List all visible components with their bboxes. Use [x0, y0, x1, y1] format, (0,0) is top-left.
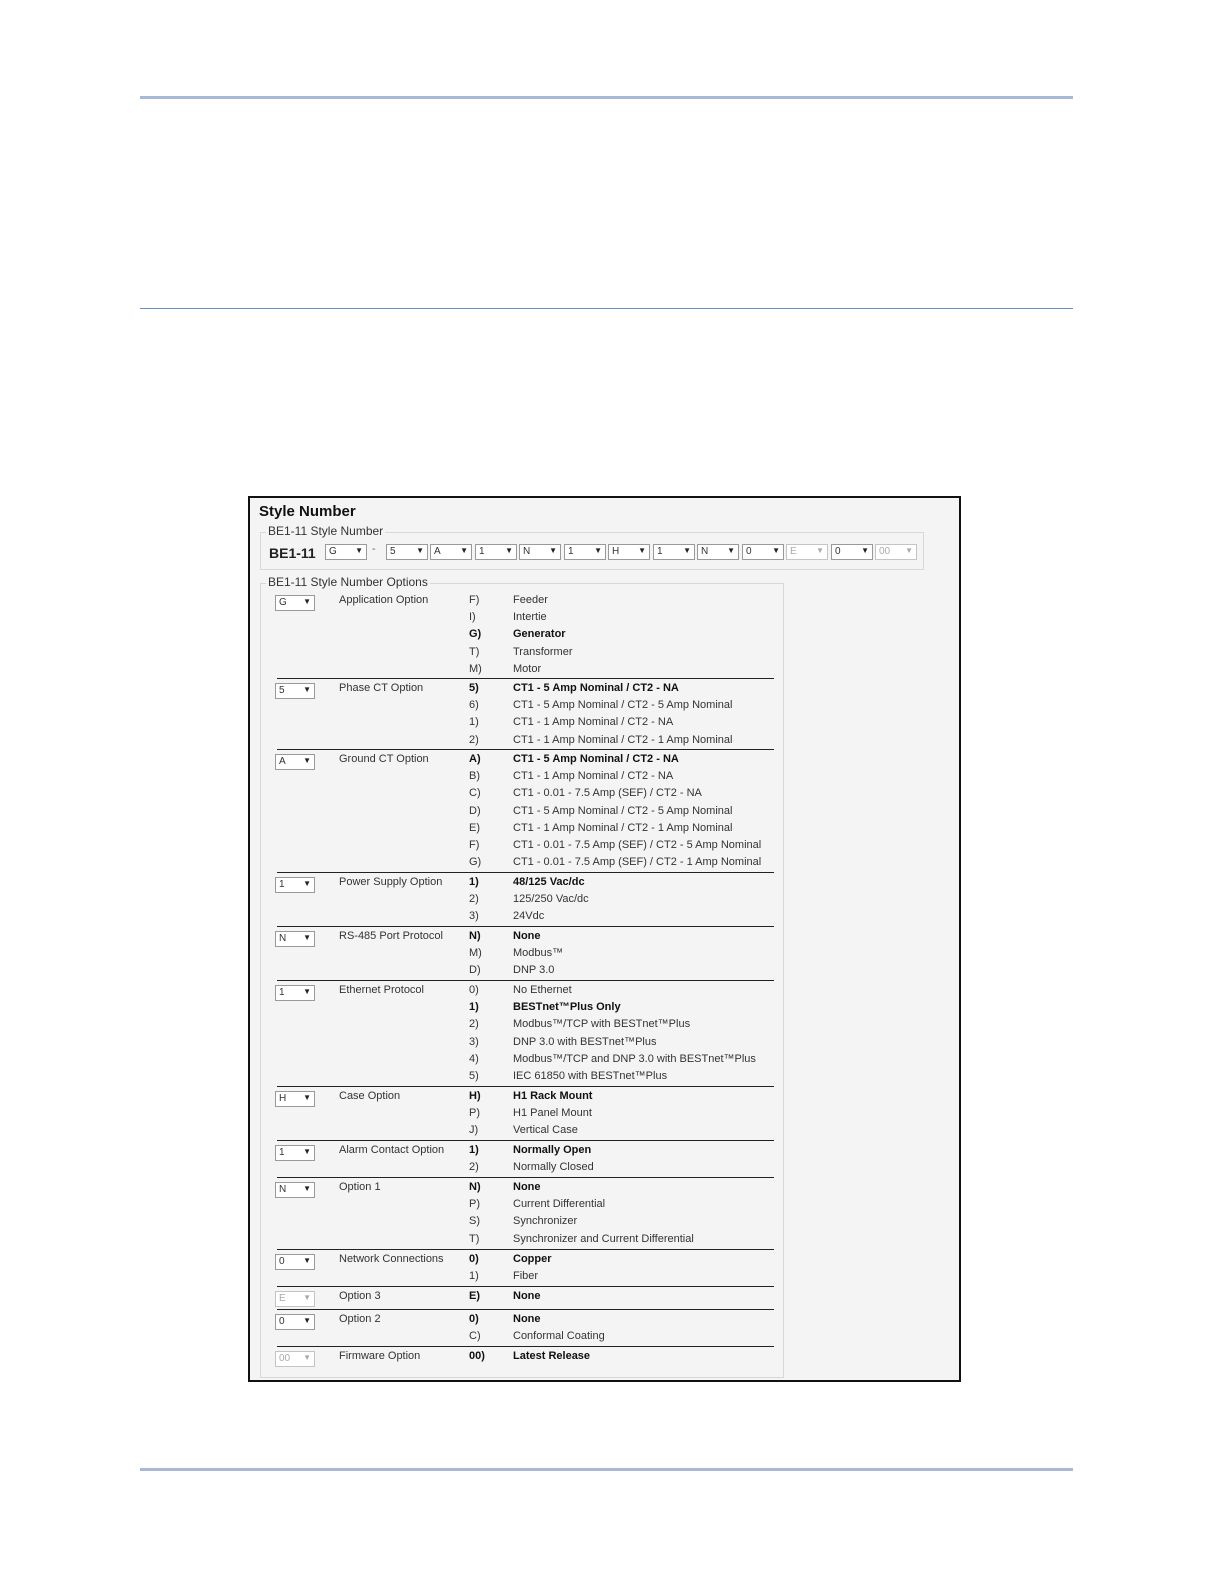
option-description: Normally Closed: [513, 1161, 594, 1174]
option-label: Phase CT Option: [339, 682, 424, 694]
option-description: CT1 - 0.01 - 7.5 Amp (SEF) / CT2 - 1 Amp Nominal: [513, 856, 762, 869]
option-description: Generator: [513, 628, 566, 641]
option-code: 1): [469, 1270, 479, 1283]
option-dropdown[interactable]: [275, 1291, 315, 1307]
option-code: E): [469, 1290, 480, 1302]
chevron-down-icon: ▼: [303, 987, 311, 996]
option-description: H1 Rack Mount: [513, 1090, 593, 1102]
option-code: 1): [469, 716, 479, 729]
option-dropdown[interactable]: [275, 1145, 315, 1161]
chevron-down-icon: ▼: [303, 1293, 311, 1302]
style-prefix: BE1-11: [269, 545, 316, 561]
option-description: None: [513, 1290, 541, 1302]
style-dash: -: [372, 543, 376, 555]
chevron-down-icon: ▼: [861, 546, 869, 555]
chevron-down-icon: ▼: [416, 546, 424, 555]
option-description: H1 Panel Mount: [513, 1107, 592, 1120]
option-label: Power Supply Option: [339, 876, 443, 888]
option-code: 4): [469, 1052, 479, 1065]
option-code: G): [469, 856, 482, 869]
option-description: None: [513, 1313, 541, 1325]
chevron-down-icon: ▼: [303, 1147, 311, 1156]
option-description: Motor: [513, 662, 542, 675]
option-dropdown[interactable]: [275, 1254, 315, 1270]
option-dropdown[interactable]: [275, 683, 315, 699]
option-description: DNP 3.0 with BESTnet™Plus: [513, 1035, 657, 1048]
option-code: N): [469, 1181, 481, 1193]
style-field-2-dropdown-value: 5: [390, 546, 396, 557]
option-code: T): [469, 645, 480, 658]
option-label: RS-485 Port Protocol: [339, 930, 443, 942]
option-description: CT1 - 1 Amp Nominal / CT2 - NA: [513, 770, 674, 783]
option-dropdown-value: 0: [279, 1316, 285, 1327]
chevron-down-icon: ▼: [303, 933, 311, 942]
style-field-2-dropdown[interactable]: [386, 544, 428, 560]
option-description: Feeder: [513, 594, 548, 606]
option-description: 125/250 Vac/dc: [513, 893, 589, 906]
option-dropdown-value: A: [279, 756, 286, 767]
option-code: F): [469, 594, 480, 606]
option-description: 48/125 Vac/dc: [513, 876, 585, 888]
option-code: N): [469, 930, 481, 942]
section-divider: [277, 749, 774, 750]
option-code: S): [469, 1215, 480, 1228]
option-description: CT1 - 0.01 - 7.5 Amp (SEF) / CT2 - NA: [513, 787, 702, 800]
option-description: None: [513, 930, 541, 942]
option-dropdown-value: E: [279, 1293, 286, 1304]
option-code: 3): [469, 1035, 479, 1048]
option-dropdown-value: 5: [279, 685, 285, 696]
style-number-window: [248, 496, 961, 1382]
option-code: 0): [469, 1313, 479, 1325]
style-field-9-dropdown-value: N: [701, 546, 709, 557]
option-code: M): [469, 947, 482, 960]
option-dropdown[interactable]: [275, 595, 315, 611]
chevron-down-icon: ▼: [355, 546, 363, 555]
option-dropdown[interactable]: [275, 877, 315, 893]
option-dropdown-value: H: [279, 1093, 287, 1104]
option-code: C): [469, 1330, 481, 1343]
footer-rule: [140, 1468, 1073, 1471]
option-code: 2): [469, 893, 479, 906]
option-description: Intertie: [513, 611, 547, 624]
option-dropdown[interactable]: [275, 1351, 315, 1367]
section-divider: [277, 926, 774, 927]
option-dropdown[interactable]: [275, 931, 315, 947]
option-code: E): [469, 821, 480, 834]
style-field-10-dropdown-value: 0: [746, 546, 752, 557]
option-label: Network Connections: [339, 1253, 444, 1265]
option-code: M): [469, 662, 482, 675]
option-label: Ethernet Protocol: [339, 984, 424, 996]
option-label: Ground CT Option: [339, 753, 429, 765]
chevron-down-icon: ▼: [683, 546, 691, 555]
style-field-5-dropdown[interactable]: [519, 544, 561, 560]
option-code: 00): [469, 1350, 485, 1362]
section-divider: [277, 1177, 774, 1178]
style-field-13-dropdown-value: 00: [879, 546, 891, 557]
chevron-down-icon: ▼: [303, 685, 311, 694]
style-field-3-dropdown-value: A: [434, 546, 441, 557]
style-number-group: [260, 524, 924, 570]
option-description: Copper: [513, 1253, 552, 1265]
option-description: Normally Open: [513, 1144, 592, 1156]
style-options-group-label: BE1-11 Style Number Options: [268, 575, 428, 589]
option-description: Vertical Case: [513, 1124, 578, 1137]
option-label: Option 2: [339, 1313, 381, 1325]
option-code: D): [469, 804, 481, 817]
option-description: Modbus™/TCP and DNP 3.0 with BESTnet™Plus: [513, 1052, 756, 1065]
option-code: 1): [469, 1144, 479, 1156]
option-dropdown[interactable]: [275, 985, 315, 1001]
option-dropdown-value: 00: [279, 1353, 291, 1364]
option-label: Alarm Contact Option: [339, 1144, 445, 1156]
style-field-11-dropdown-value: E: [790, 546, 797, 557]
chevron-down-icon: ▼: [594, 546, 602, 555]
option-code: 5): [469, 1070, 479, 1082]
option-description: Conformal Coating: [513, 1330, 605, 1343]
option-description: DNP 3.0: [513, 964, 555, 977]
option-dropdown-value: 1: [279, 1147, 285, 1158]
option-description: Synchronizer and Current Differential: [513, 1232, 694, 1245]
style-field-1-dropdown[interactable]: [325, 544, 367, 560]
option-dropdown[interactable]: [275, 754, 315, 770]
option-code: 1): [469, 1001, 479, 1014]
chevron-down-icon: ▼: [638, 546, 646, 555]
chevron-down-icon: ▼: [460, 546, 468, 555]
option-code: 0): [469, 1253, 479, 1265]
option-code: F): [469, 839, 480, 851]
section-divider: [277, 678, 774, 679]
option-dropdown[interactable]: [275, 1314, 315, 1330]
option-dropdown-value: 0: [279, 1256, 285, 1267]
option-code: 2): [469, 733, 479, 746]
style-options-group: [260, 575, 784, 1378]
option-dropdown-value: 1: [279, 879, 285, 890]
option-label: Case Option: [339, 1090, 401, 1102]
option-description: 24Vdc: [513, 910, 545, 923]
option-code: 1): [469, 876, 479, 888]
option-dropdown[interactable]: [275, 1182, 315, 1198]
option-description: Modbus™/TCP with BESTnet™Plus: [513, 1018, 691, 1031]
option-code: 5): [469, 682, 479, 694]
section-rule: [140, 308, 1073, 309]
option-code: P): [469, 1107, 480, 1120]
option-description: CT1 - 5 Amp Nominal / CT2 - NA: [513, 682, 679, 694]
style-field-4-dropdown-value: 1: [479, 546, 485, 557]
style-field-12-dropdown[interactable]: [831, 544, 873, 560]
style-field-5-dropdown-value: N: [523, 546, 531, 557]
option-code: 2): [469, 1161, 479, 1174]
option-description: BESTnet™Plus Only: [513, 1001, 621, 1014]
option-code: G): [469, 628, 482, 641]
style-field-6-dropdown-value: 1: [568, 546, 574, 557]
style-field-9-dropdown[interactable]: [697, 544, 739, 560]
option-description: No Ethernet: [513, 984, 572, 996]
option-code: B): [469, 770, 480, 783]
option-code: D): [469, 964, 481, 977]
option-description: CT1 - 1 Amp Nominal / CT2 - 1 Amp Nominal: [513, 821, 733, 834]
style-field-8-dropdown-value: 1: [657, 546, 663, 557]
section-divider: [277, 980, 774, 981]
option-description: Synchronizer: [513, 1215, 578, 1228]
style-field-10-dropdown[interactable]: [742, 544, 784, 560]
chevron-down-icon: ▼: [303, 756, 311, 765]
style-field-8-dropdown[interactable]: [653, 544, 695, 560]
option-code: 2): [469, 1018, 479, 1031]
section-divider: [277, 1346, 774, 1347]
option-label: Option 3: [339, 1290, 381, 1302]
style-field-7-dropdown-value: H: [612, 546, 620, 557]
chevron-down-icon: ▼: [505, 546, 513, 555]
option-code: I): [469, 611, 476, 624]
option-description: Current Differential: [513, 1198, 606, 1211]
option-code: J): [469, 1124, 479, 1137]
option-description: Fiber: [513, 1270, 539, 1283]
chevron-down-icon: ▼: [303, 1093, 311, 1102]
style-field-11-dropdown[interactable]: [786, 544, 828, 560]
option-code: H): [469, 1090, 481, 1102]
option-description: IEC 61850 with BESTnet™Plus: [513, 1070, 668, 1082]
option-code: 0): [469, 984, 479, 996]
option-description: None: [513, 1181, 541, 1193]
option-description: CT1 - 1 Amp Nominal / CT2 - NA: [513, 716, 674, 729]
style-field-7-dropdown[interactable]: [608, 544, 650, 560]
option-description: Modbus™: [513, 947, 564, 960]
style-field-4-dropdown[interactable]: [475, 544, 517, 560]
chevron-down-icon: ▼: [816, 546, 824, 555]
option-label: Option 1: [339, 1181, 381, 1193]
option-label: Application Option: [339, 594, 429, 606]
chevron-down-icon: ▼: [303, 1353, 311, 1362]
chevron-down-icon: ▼: [549, 546, 557, 555]
style-number-group-label: BE1-11 Style Number: [268, 524, 384, 538]
section-divider: [277, 1086, 774, 1087]
chevron-down-icon: ▼: [303, 1184, 311, 1193]
option-description: Latest Release: [513, 1350, 591, 1362]
option-description: CT1 - 5 Amp Nominal / CT2 - NA: [513, 753, 679, 765]
option-dropdown-value: 1: [279, 987, 285, 998]
option-description: CT1 - 5 Amp Nominal / CT2 - 5 Amp Nominal: [513, 804, 733, 817]
section-divider: [277, 872, 774, 873]
style-field-3-dropdown[interactable]: [430, 544, 472, 560]
option-code: T): [469, 1232, 480, 1245]
option-code: P): [469, 1198, 480, 1211]
option-description: CT1 - 0.01 - 7.5 Amp (SEF) / CT2 - 5 Amp Nominal: [513, 839, 762, 851]
option-description: CT1 - 1 Amp Nominal / CT2 - 1 Amp Nominal: [513, 733, 733, 746]
header-rule: [140, 96, 1073, 99]
option-description: CT1 - 5 Amp Nominal / CT2 - 5 Amp Nominal: [513, 699, 733, 712]
section-divider: [277, 1309, 774, 1310]
style-field-12-dropdown-value: 0: [835, 546, 841, 557]
chevron-down-icon: ▼: [303, 597, 311, 606]
option-dropdown-value: N: [279, 933, 287, 944]
option-description: Transformer: [513, 645, 573, 658]
style-field-1-dropdown-value: G: [329, 546, 337, 557]
option-label: Firmware Option: [339, 1350, 421, 1362]
chevron-down-icon: ▼: [303, 1256, 311, 1265]
chevron-down-icon: ▼: [727, 546, 735, 555]
chevron-down-icon: ▼: [905, 546, 913, 555]
chevron-down-icon: ▼: [303, 1316, 311, 1325]
style-field-13-dropdown[interactable]: [875, 544, 917, 560]
section-divider: [277, 1286, 774, 1287]
option-code: 6): [469, 699, 479, 712]
window-title: Style Number: [259, 503, 356, 520]
option-dropdown-value: N: [279, 1184, 287, 1195]
option-code: 3): [469, 910, 479, 923]
option-dropdown[interactable]: [275, 1091, 315, 1107]
chevron-down-icon: ▼: [303, 879, 311, 888]
chevron-down-icon: ▼: [772, 546, 780, 555]
option-code: A): [469, 753, 481, 765]
option-dropdown-value: G: [279, 597, 287, 608]
section-divider: [277, 1140, 774, 1141]
section-divider: [277, 1249, 774, 1250]
style-field-6-dropdown[interactable]: [564, 544, 606, 560]
option-code: C): [469, 787, 481, 800]
